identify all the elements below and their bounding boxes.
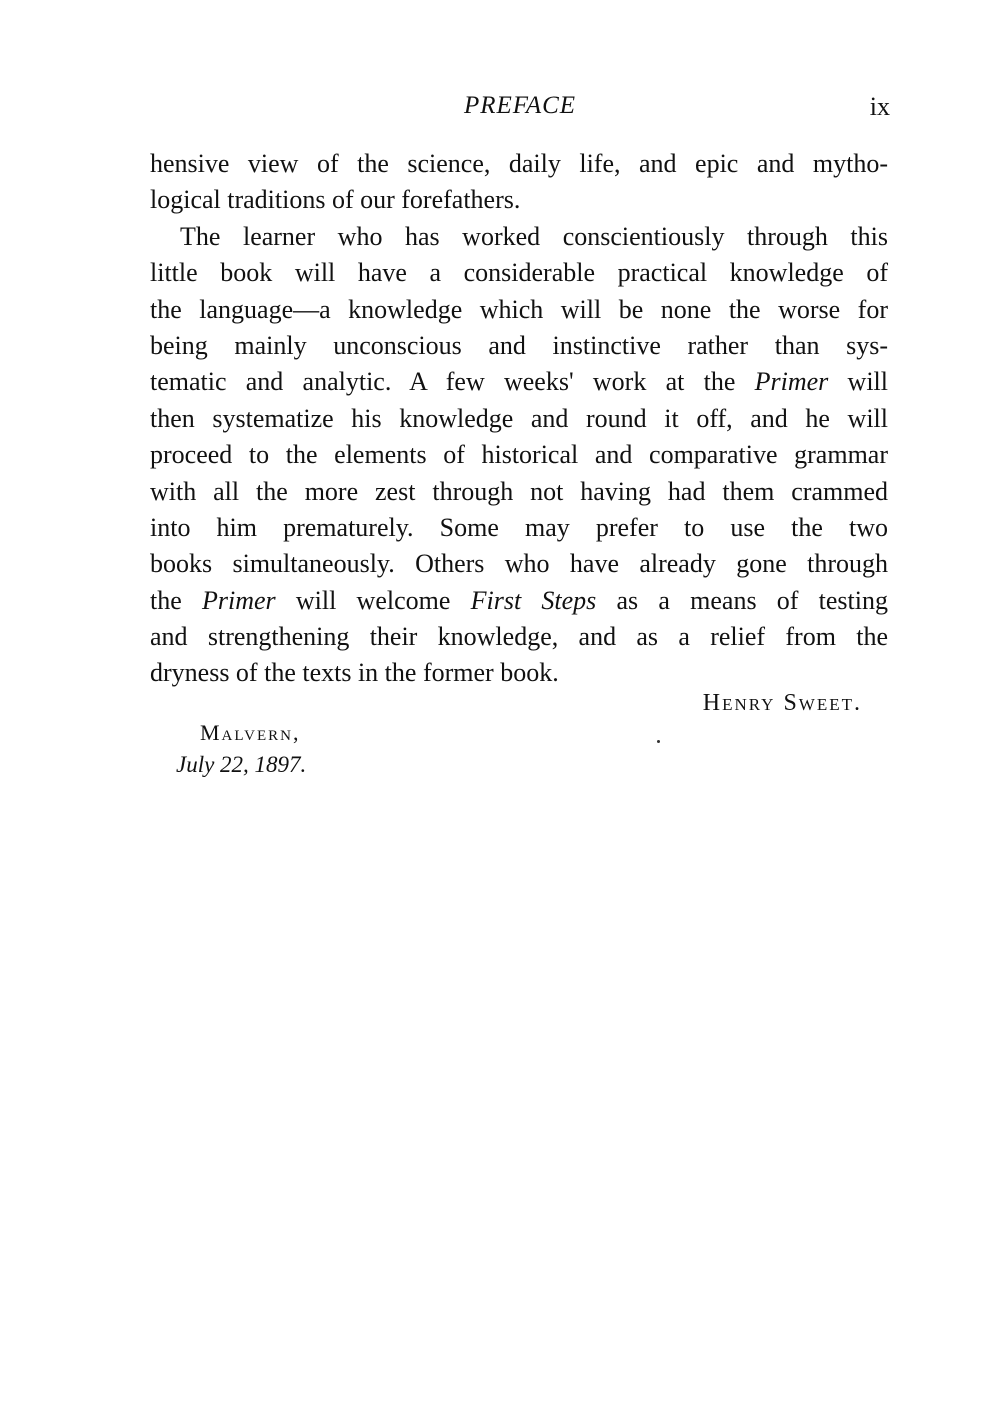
text-line: into him prematurely. Some may prefer to use the two <box>150 512 888 542</box>
text-line: the Primer will welcome First Steps as a means of testing <box>150 585 888 615</box>
text-line: with all the more zest through not having had them crammed <box>150 476 888 506</box>
page-number: ix <box>869 92 890 121</box>
text-line: then systematize his knowledge and round it off, and he will <box>150 403 888 433</box>
text-line: The learner who has worked conscientiously through this <box>180 221 888 251</box>
author-signature: Henry Sweet. <box>702 690 862 716</box>
text-line: and strengthening their knowledge, and as a relief from the <box>150 622 888 652</box>
text-line: the language—a knowledge which will be none the worse for <box>150 294 888 324</box>
book-title-italic: Primer <box>201 585 276 615</box>
running-head <box>150 92 890 126</box>
text-line: books simultaneously. Others who have already gone through <box>150 549 888 579</box>
book-title-italic: First Steps <box>470 585 597 615</box>
place-line: Malvern, <box>200 720 301 745</box>
text-line: dryness of the texts in the former book. <box>150 658 559 688</box>
text-line: little book will have a considerable practical knowledge of <box>150 258 888 288</box>
print-speck <box>657 740 660 743</box>
text-line: proceed to the elements of historical and comparative grammar <box>150 440 888 470</box>
running-title: PREFACE <box>463 92 577 119</box>
text-line: logical traditions of our forefathers. <box>150 185 521 215</box>
text-line: hensive view of the science, daily life, and epic and mytho- <box>150 149 888 178</box>
body-text <box>150 146 888 692</box>
text-line: tematic and analytic. A few weeks' work at the Primer will <box>150 367 888 397</box>
text-line: being mainly unconscious and instinctive rather than sys- <box>150 330 888 360</box>
date-line: July 22, 1897. <box>176 752 307 777</box>
book-title-italic: Primer <box>754 367 829 397</box>
